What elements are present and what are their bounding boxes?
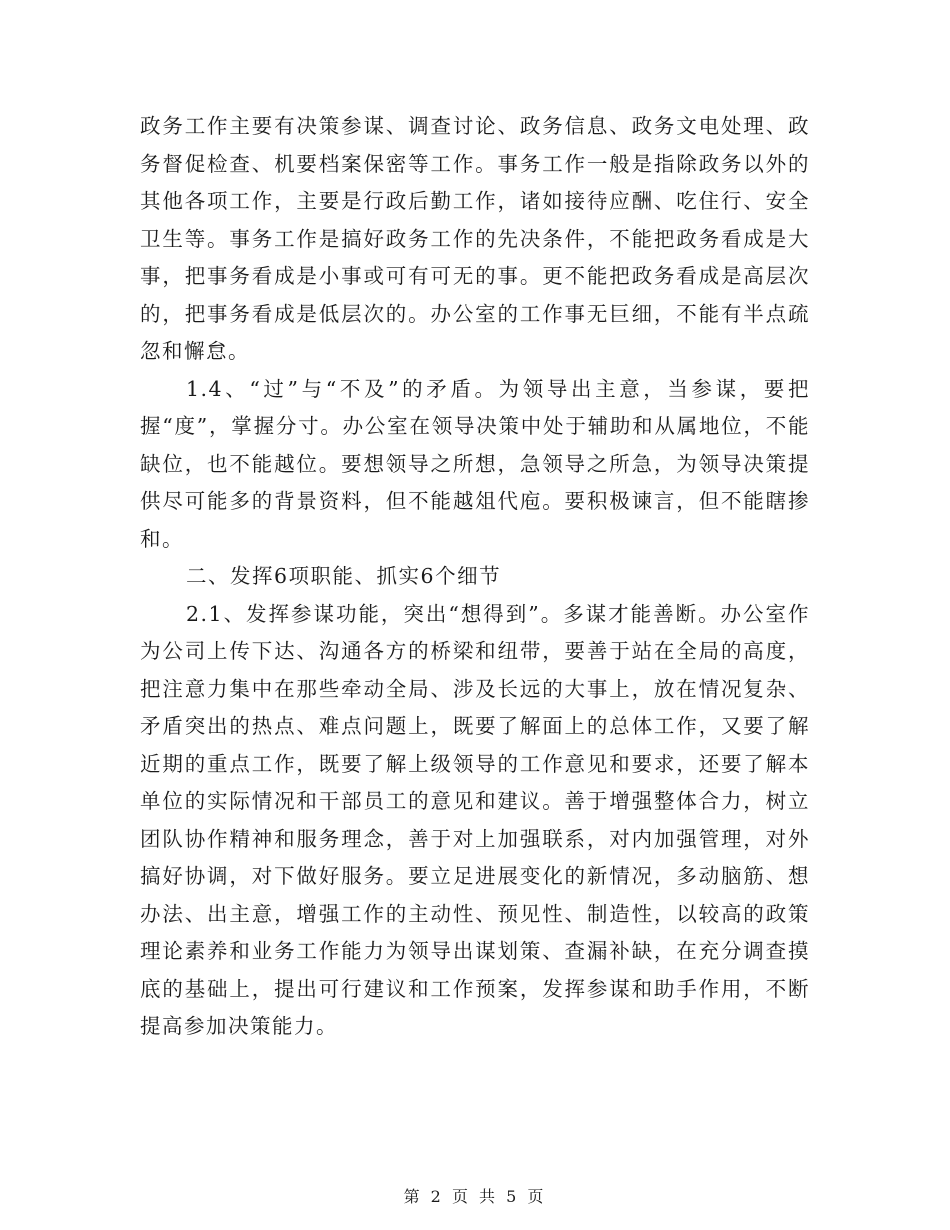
paragraph-continuation: 政务工作主要有决策参谋、调查讨论、政务信息、政务文电处理、政务督促检查、机要档案保密等工作。事务工作一般是指除政务以外的其他各项工作，主要是行政后勤工作，诸如接待应酬、吃住行、安全卫生等。事务工作是搞好政务工作的先决条件，不能把政务看成是大事，把事务看成是小事或可有可无的事。更不能把政务看成是高层次的，把事务看成是低层次的。办公室的工作事无巨细，不能有半点疏忽和懈怠。: [140, 114, 810, 363]
paragraph-section-2-1: 2.1、发挥参谋功能，突出“想得到”。多谋才能善断。办公室作为公司上传下达、沟通各方的桥梁和纽带，要善于站在全局的高度，把注意力集中在那些牵动全局、涉及长远的大事上，放在情况复杂、矛盾突出的热点、难点问题上，既要了解面上的总体工作，又要了解近期的重点工作，既要了解上级领导的工作意见和要求，还要了解本单位的实际情况和干部员工的意见和建议。善于增强整体合力，树立团队协作精神和服务理念，善于对上加强联系，对内加强管理，对外搞好协调，对下做好服务。要立足进展变化的新情况，多动脑筋、想办法、出主意，增强工作的主动性、预见性、制造性，以较高的政策理论素养和业务工作能力为领导出谋划策、查漏补缺，在充分调查摸底的基础上，提出可行建议和工作预案，发挥参谋和助手作用，不断提高参加决策能力。: [140, 601, 810, 1038]
document-body: [140, 108, 810, 1046]
page-number-footer: 第 2 页 共 5 页: [403, 1187, 547, 1206]
paragraph-section-1-4: 1.4、“过”与“不及”的矛盾。为领导出主意，当参谋，要把握“度”，掌握分寸。办公室在领导决策中处于辅助和从属地位，不能缺位，也不能越位。要想领导之所想，急领导之所急，为领导决策提供尽可能多的背景资料，但不能越俎代庖。要积极谏言，但不能瞎掺和。: [140, 376, 810, 551]
section-heading-2: 二、发挥6项职能、抓实6个细节: [186, 564, 502, 588]
